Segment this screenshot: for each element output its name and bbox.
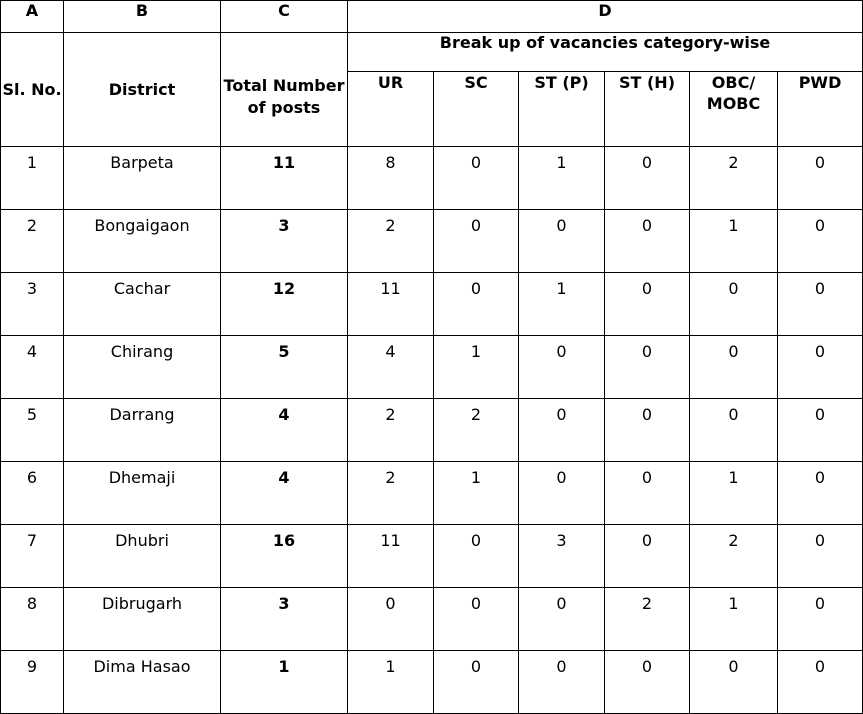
cell-district: Bongaigaon <box>64 210 221 273</box>
cell-sl-no: 1 <box>1 147 64 210</box>
cell-obc-mobc: 0 <box>690 399 778 462</box>
cell-st-p: 3 <box>519 525 605 588</box>
table-row <box>1 525 863 588</box>
cell-st-p: 1 <box>519 273 605 336</box>
table-row <box>1 273 863 336</box>
cell-sc: 1 <box>434 462 519 525</box>
header-sc: SC <box>434 72 519 147</box>
cell-district: Chirang <box>64 336 221 399</box>
cell-district: Dhubri <box>64 525 221 588</box>
cell-ur: 11 <box>348 525 434 588</box>
cell-ur: 8 <box>348 147 434 210</box>
cell-st-p: 1 <box>519 147 605 210</box>
cell-st-h: 0 <box>605 525 690 588</box>
cell-sl-no: 3 <box>1 273 64 336</box>
cell-obc-mobc: 1 <box>690 210 778 273</box>
cell-st-h: 0 <box>605 651 690 714</box>
table-row <box>1 336 863 399</box>
cell-obc-mobc: 0 <box>690 273 778 336</box>
cell-st-h: 0 <box>605 462 690 525</box>
cell-sl-no: 4 <box>1 336 64 399</box>
cell-ur: 2 <box>348 462 434 525</box>
cell-obc-mobc: 0 <box>690 336 778 399</box>
cell-obc-mobc: 2 <box>690 147 778 210</box>
cell-total-posts: 16 <box>221 525 348 588</box>
cell-district: Barpeta <box>64 147 221 210</box>
cell-st-h: 0 <box>605 210 690 273</box>
cell-ur: 0 <box>348 588 434 651</box>
cell-district: Dibrugarh <box>64 588 221 651</box>
cell-pwd: 0 <box>778 210 863 273</box>
cell-obc-mobc: 2 <box>690 525 778 588</box>
cell-district: Cachar <box>64 273 221 336</box>
cell-pwd: 0 <box>778 147 863 210</box>
cell-total-posts: 1 <box>221 651 348 714</box>
cell-st-h: 0 <box>605 147 690 210</box>
cell-obc-mobc: 0 <box>690 651 778 714</box>
cell-total-posts: 4 <box>221 462 348 525</box>
cell-total-posts: 4 <box>221 399 348 462</box>
cell-ur: 2 <box>348 210 434 273</box>
cell-pwd: 0 <box>778 588 863 651</box>
cell-total-posts: 3 <box>221 210 348 273</box>
cell-pwd: 0 <box>778 273 863 336</box>
cell-sc: 1 <box>434 336 519 399</box>
column-letter-d: D <box>348 1 863 33</box>
cell-st-p: 0 <box>519 651 605 714</box>
cell-obc-mobc: 1 <box>690 588 778 651</box>
header-breakup: Break up of vacancies category-wise <box>348 33 863 72</box>
cell-total-posts: 11 <box>221 147 348 210</box>
cell-pwd: 0 <box>778 651 863 714</box>
cell-sl-no: 7 <box>1 525 64 588</box>
cell-ur: 2 <box>348 399 434 462</box>
cell-sc: 0 <box>434 147 519 210</box>
table-row <box>1 147 863 210</box>
column-letter-a: A <box>1 1 64 33</box>
cell-st-p: 0 <box>519 399 605 462</box>
cell-st-h: 2 <box>605 588 690 651</box>
cell-sc: 0 <box>434 588 519 651</box>
column-letter-b: B <box>64 1 221 33</box>
column-letter-row <box>1 1 863 33</box>
header-sl-no: Sl. No. <box>1 33 64 147</box>
cell-obc-mobc: 1 <box>690 462 778 525</box>
cell-st-p: 0 <box>519 588 605 651</box>
cell-district: Darrang <box>64 399 221 462</box>
cell-district: Dhemaji <box>64 462 221 525</box>
cell-pwd: 0 <box>778 399 863 462</box>
table-row <box>1 210 863 273</box>
cell-total-posts: 5 <box>221 336 348 399</box>
cell-sl-no: 5 <box>1 399 64 462</box>
cell-st-p: 0 <box>519 210 605 273</box>
table-row <box>1 651 863 714</box>
cell-ur: 4 <box>348 336 434 399</box>
cell-district: Dima Hasao <box>64 651 221 714</box>
table-row <box>1 588 863 651</box>
table-row <box>1 462 863 525</box>
cell-sc: 0 <box>434 273 519 336</box>
cell-pwd: 0 <box>778 336 863 399</box>
cell-total-posts: 12 <box>221 273 348 336</box>
cell-st-h: 0 <box>605 273 690 336</box>
cell-sc: 0 <box>434 651 519 714</box>
cell-sl-no: 8 <box>1 588 64 651</box>
cell-pwd: 0 <box>778 525 863 588</box>
header-st-h: ST (H) <box>605 72 690 147</box>
cell-st-h: 0 <box>605 336 690 399</box>
header-group-row <box>1 33 863 72</box>
cell-st-p: 0 <box>519 336 605 399</box>
cell-pwd: 0 <box>778 462 863 525</box>
cell-ur: 1 <box>348 651 434 714</box>
cell-sl-no: 2 <box>1 210 64 273</box>
cell-sl-no: 9 <box>1 651 64 714</box>
cell-st-p: 0 <box>519 462 605 525</box>
header-ur: UR <box>348 72 434 147</box>
cell-sl-no: 6 <box>1 462 64 525</box>
header-st-p: ST (P) <box>519 72 605 147</box>
cell-ur: 11 <box>348 273 434 336</box>
header-district: District <box>64 33 221 147</box>
header-pwd: PWD <box>778 72 863 147</box>
cell-st-h: 0 <box>605 399 690 462</box>
cell-sc: 0 <box>434 525 519 588</box>
cell-sc: 0 <box>434 210 519 273</box>
header-obc-mobc: OBC/ MOBC <box>690 72 778 147</box>
cell-total-posts: 3 <box>221 588 348 651</box>
header-total-posts: Total Number of posts <box>221 33 348 147</box>
table-row <box>1 399 863 462</box>
cell-sc: 2 <box>434 399 519 462</box>
column-letter-c: C <box>221 1 348 33</box>
